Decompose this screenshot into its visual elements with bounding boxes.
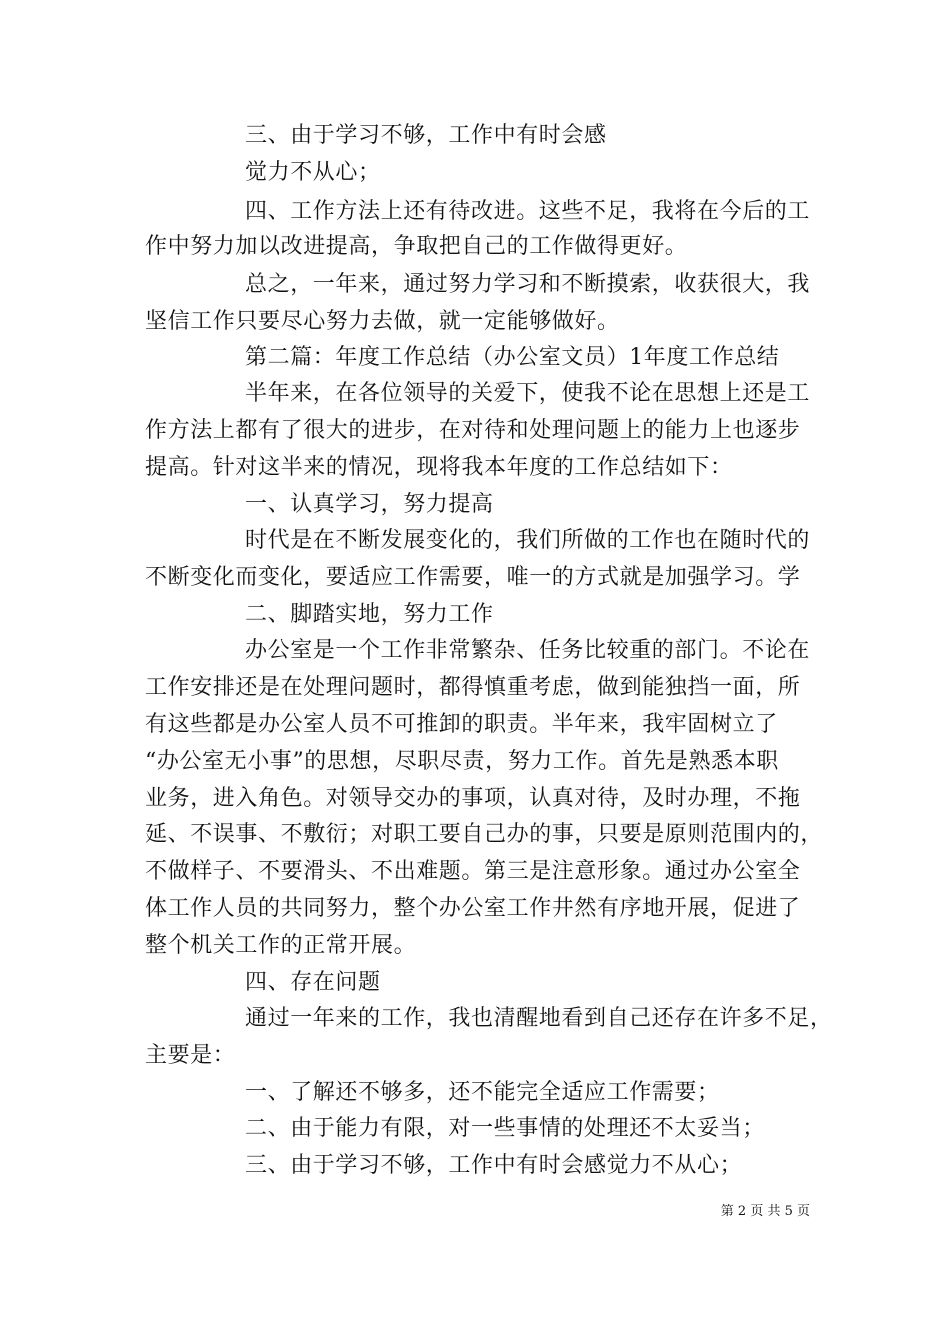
text-line-28: 二、由于能力有限，对一些事情的处理还不太妥当； [245, 1116, 765, 1141]
text-line-29: 三、由于学习不够，工作中有时会感觉力不从心； [245, 1153, 743, 1178]
text-line-25: 通过一年来的工作，我也清醒地看到自己还存在许多不足， [245, 1006, 833, 1031]
text-line-14: 二、脚踏实地，努力工作 [245, 602, 494, 627]
text-line-1: 三、由于学习不够，工作中有时会感 [245, 123, 607, 148]
text-line-11: 一、认真学习，努力提高 [245, 492, 494, 517]
text-line-9: 作方法上都有了很大的进步，在对待和处理问题上的能力上也逐步 [145, 418, 801, 443]
text-line-21: 不做样子、不要滑头、不出难题。第三是注意形象。通过办公室全 [145, 859, 801, 884]
text-line-6: 坚信工作只要尽心努力去做，就一定能够做好。 [145, 309, 620, 334]
text-line-20: 延、不误事、不敷衍；对职工要自己办的事，只要是原则范围内的， [145, 822, 824, 847]
text-line-12: 时代是在不断发展变化的，我们所做的工作也在随时代的 [245, 528, 811, 553]
text-line-4: 作中努力加以改进提高，争取把自己的工作做得更好。 [145, 234, 688, 259]
text-line-8: 半年来，在各位领导的关爱下，使我不论在思想上还是工 [245, 381, 811, 406]
text-line-13: 不断变化而变化，要适应工作需要，唯一的方式就是加强学习。学 [145, 565, 801, 590]
text-line-19: 业务，进入角色。对领导交办的事项，认真对待，及时办理，不拖 [145, 786, 801, 811]
text-line-22: 体工作人员的共同努力，整个办公室工作井然有序地开展，促进了 [145, 896, 801, 921]
text-line-15: 办公室是一个工作非常繁杂、任务比较重的部门。不论在 [245, 638, 811, 663]
text-line-5: 总之，一年来，通过努力学习和不断摸索，收获很大，我 [245, 272, 811, 297]
text-line-3: 四、工作方法上还有待改进。这些不足，我将在今后的工 [245, 199, 811, 224]
text-line-7: 第二篇：年度工作总结（办公室文员）1年度工作总结 [245, 345, 780, 370]
text-line-23: 整个机关工作的正常开展。 [145, 933, 417, 958]
text-line-26: 主要是： [145, 1043, 236, 1068]
text-line-27: 一、了解还不够多，还不能完全适应工作需要； [245, 1080, 720, 1105]
text-line-2: 觉力不从心； [245, 160, 381, 185]
text-line-16: 工作安排还是在处理问题时，都得慎重考虑，做到能独挡一面，所 [145, 675, 801, 700]
text-line-17: 有这些都是办公室人员不可推卸的职责。半年来，我牢固树立了 [145, 712, 778, 737]
text-line-24: 四、存在问题 [245, 970, 381, 995]
text-line-10: 提高。针对这半来的情况，现将我本年度的工作总结如下： [145, 455, 733, 480]
text-line-18: “办公室无小事”的思想，尽职尽责，努力工作。首先是熟悉本职 [145, 749, 779, 774]
page-number-footer: 第 2 页 共 5 页 [720, 1204, 810, 1219]
